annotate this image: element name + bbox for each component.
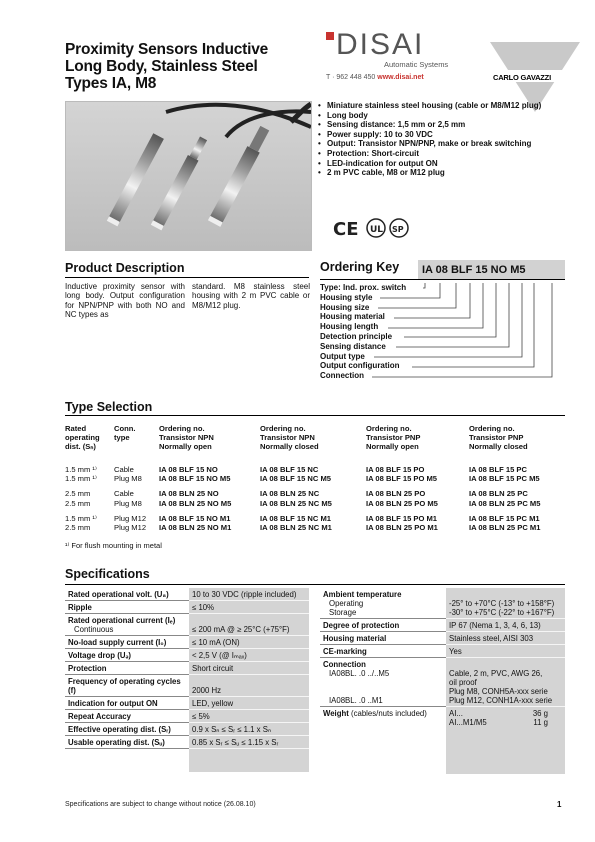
table-cell: 1.5 mm ¹⁾ [65, 474, 97, 484]
spec-value: IP 67 (Nema 1, 3, 4, 6, 13) [446, 619, 565, 632]
feature-item: • 2 m PVC cable, M8 or M12 plug [318, 168, 580, 178]
table-row [320, 658, 565, 707]
spec-label: Rated operational volt. (U₈) [65, 588, 189, 601]
table-cell: IA 08 BLF 15 NC M5 [260, 474, 332, 484]
table-row [320, 645, 565, 658]
table-cell: IA 08 BLN 25 NC M5 [260, 498, 332, 508]
spec-value: ≤ 10% [189, 601, 309, 614]
table-cell: IA 08 BLF 15 NO M1 [159, 513, 231, 523]
column-header: Ordering no. Transistor NPN Normally open [159, 424, 214, 452]
disai-logo: DISAI [336, 28, 425, 61]
table-row [65, 710, 309, 723]
table-cell: IA 08 BLN 25 PO [366, 489, 426, 499]
spec-label: Connection IA08BL. .0 ../..M5 IA08BL. .0 ..M1 [320, 658, 446, 707]
table-cell: IA 08 BLN 25 NC M1 [260, 523, 332, 533]
table-cell: IA 08 BLN 25 PC M1 [469, 523, 541, 533]
column-header: Ordering no. Transistor NPN Normally closed [260, 424, 319, 452]
spec-label: Usable operating dist. (Sᵤ) [65, 736, 189, 749]
spec-label: Voltage drop (Uₔ) [65, 649, 189, 662]
website-link[interactable]: www.disai.net [377, 74, 424, 81]
feature-item: • Protection: Short-circuit [318, 149, 580, 159]
table-cell: IA 08 BLN 25 NC [260, 489, 320, 499]
spec-value: -25° to +70°C (-13° to +158°F) -30° to +75°C (-22° to +167°F) [446, 588, 565, 619]
spec-value: < 2,5 V (@ Iₘₐₓ) [189, 649, 309, 662]
ordering-key-heading: Ordering Key [320, 260, 400, 274]
feature-item: • Sensing distance: 1,5 mm or 2,5 mm [318, 120, 580, 130]
svg-text:SP: SP [392, 225, 404, 234]
table-row [65, 697, 309, 710]
spec-label: CE-marking [320, 645, 446, 658]
disai-subtitle: Automatic Systems [384, 60, 449, 69]
spec-label: Indication for output ON [65, 697, 189, 710]
table-cell: IA 08 BLF 15 NO M5 [159, 474, 231, 484]
ordering-key-item: Housing size [320, 302, 370, 312]
brand-name: CARLO GAVAZZI [493, 73, 551, 82]
table-cell: IA 08 BLF 15 NC M1 [260, 513, 332, 523]
table-cell: IA 08 BLF 15 PC M1 [469, 513, 540, 523]
spec-value: LED, yellow [189, 697, 309, 710]
divider [320, 279, 565, 280]
table-cell: Cable [114, 489, 134, 499]
table-header-row [65, 424, 569, 460]
footer-note: Specifications are subject to change without notice (26.08.10) [65, 801, 256, 808]
specifications-heading: Specifications [65, 567, 150, 581]
type-selection-footnote: ¹⁾ For flush mounting in metal [65, 541, 162, 550]
spec-label: Rated operational current (Iₑ) Continuous [65, 614, 189, 636]
disai-logo-mark [326, 32, 334, 40]
spec-label: Effective operating dist. (Sᵣ) [65, 723, 189, 736]
table-row [65, 523, 569, 532]
feature-list [318, 101, 580, 178]
spec-value: Short circuit [189, 662, 309, 675]
divider [65, 584, 565, 585]
title-line: Proximity Sensors Inductive [65, 41, 269, 58]
table-cell: IA 08 BLF 15 PO [366, 465, 425, 474]
table-row [320, 619, 565, 632]
table-cell: 1.5 mm ¹⁾ [65, 513, 97, 523]
product-description-col2: standard. M8 stainless steel housing with 2 m PVC cable or M8/M12 plug. [192, 282, 310, 310]
ordering-key-item: Housing length [320, 322, 379, 332]
feature-item: • Power supply: 10 to 30 VDC [318, 130, 580, 140]
certification-marks-icon [333, 217, 413, 239]
table-cell: 1.5 mm ¹⁾ [65, 465, 97, 474]
page-title [65, 41, 305, 92]
svg-text:CE: CE [333, 219, 359, 239]
table-cell: IA 08 BLN 25 PC M5 [469, 498, 541, 508]
feature-item: • Miniature stainless steel housing (cable or M8/M12 plug) [318, 101, 580, 111]
table-row [65, 636, 309, 649]
table-cell: 2.5 mm [65, 523, 91, 533]
table-row [65, 736, 309, 749]
table-cell: IA 08 BLN 25 NO M1 [159, 523, 232, 533]
table-cell: IA 08 BLN 25 NO [159, 489, 219, 499]
title-line: Types IA, M8 [65, 75, 157, 92]
table-cell: Plug M8 [114, 474, 142, 484]
table-row [65, 675, 309, 697]
type-selection-table [65, 424, 569, 532]
table-row [65, 649, 309, 662]
spec-value: AI... 36 g AI...M1/M5 11 g [446, 707, 565, 775]
table-cell: Plug M8 [114, 498, 142, 508]
table-row [65, 588, 309, 601]
ordering-key-item: Output configuration [320, 361, 400, 371]
specifications-left-table [65, 588, 309, 772]
spec-value: Yes [446, 645, 565, 658]
spec-label: Degree of protection [320, 619, 446, 632]
spec-label: Ambient temperature Operating Storage [320, 588, 446, 619]
table-row [65, 489, 569, 498]
table-row [65, 662, 309, 675]
phone-number: T · 962 448 450 [326, 74, 376, 81]
ordering-key-item: Detection principle [320, 331, 393, 341]
spec-label: Protection [65, 662, 189, 675]
spec-label: Housing material [320, 632, 446, 645]
ordering-key-item: Output type [320, 351, 365, 361]
spec-label: Ripple [65, 601, 189, 614]
spec-label: Weight (cables/nuts included) [323, 708, 427, 718]
spec-value: ≤ 200 mA @ ≥ 25°C (+75°F) [189, 614, 309, 636]
table-row [65, 465, 569, 474]
page-number: 1 [557, 800, 562, 809]
spec-value: Cable, 2 m, PVC, AWG 26, oil proof Plug M8, CONH5A-xxx serie Plug M12, CONH1A-xxx serie [446, 658, 565, 707]
product-photo [65, 101, 312, 251]
ordering-key-code: IA 08 BLF 15 NO M5 [418, 260, 565, 280]
table-row [65, 614, 309, 636]
divider [65, 277, 309, 278]
ordering-key-item: Housing material [320, 312, 385, 322]
title-line: Long Body, Stainless Steel [65, 58, 258, 75]
feature-item: • Output: Transistor NPN/PNP, make or break switching [318, 139, 580, 149]
table-cell: IA 08 BLF 15 PO M5 [366, 474, 438, 484]
spec-label: Repeat Accuracy [65, 710, 189, 723]
table-cell: IA 08 BLN 25 PO M1 [366, 523, 438, 533]
table-row [65, 514, 569, 523]
table-row [320, 588, 565, 619]
table-cell: 2.5 mm [65, 489, 91, 499]
column-header: Rated operating dist. (Sₙ) [65, 424, 100, 452]
table-cell: IA 08 BLF 15 NO [159, 465, 218, 474]
table-row [65, 474, 569, 483]
specifications-right-table [320, 588, 565, 774]
svg-text:UL: UL [370, 225, 384, 235]
spec-value: 2000 Hz [189, 675, 309, 697]
column-header: Ordering no. Transistor PNP Normally open [366, 424, 421, 452]
spec-value: 0.85 x Sᵣ ≤ Sᵤ ≤ 1.15 x Sᵣ [189, 736, 309, 749]
spec-label: Frequency of operating cycles (f) [65, 675, 189, 697]
spec-value: ≤ 10 mA (ON) [189, 636, 309, 649]
table-row [320, 632, 565, 645]
table-row [65, 723, 309, 736]
spec-value: 0.9 x Sₙ ≤ Sᵣ ≤ 1.1 x Sₙ [189, 723, 309, 736]
spec-value: Stainless steel, AISI 303 [446, 632, 565, 645]
table-cell: Plug M12 [114, 513, 147, 523]
table-cell: Plug M12 [114, 523, 147, 533]
table-row [65, 499, 569, 508]
spec-label: No-load supply current (I₀) [65, 636, 189, 649]
table-row [65, 601, 309, 614]
table-cell: IA 08 BLF 15 PO M1 [366, 513, 438, 523]
table-cell: Cable [114, 465, 134, 474]
table-cell: IA 08 BLF 15 PC [469, 465, 527, 474]
spec-value: ≤ 5% [189, 710, 309, 723]
table-cell: IA 08 BLF 15 PC M5 [469, 474, 540, 484]
column-header: Ordering no. Transistor PNP Normally closed [469, 424, 528, 452]
table-cell: 2.5 mm [65, 498, 91, 508]
table-cell: IA 08 BLN 25 NO M5 [159, 498, 232, 508]
spec-value: 10 to 30 VDC (ripple included) [189, 588, 309, 601]
product-description-col1: Inductive proximity sensor with long body. Output configuration for NPN/PNP with both NO and NC types as [65, 282, 185, 320]
ordering-key-item: Connection [320, 371, 364, 381]
table-cell: IA 08 BLN 25 PO M5 [366, 498, 438, 508]
ordering-key-item: Housing style [320, 292, 373, 302]
feature-item: • Long body [318, 111, 580, 121]
column-header: Conn. type [114, 424, 136, 443]
table-cell: IA 08 BLN 25 PC [469, 489, 528, 499]
ordering-key-item: Sensing distance [320, 341, 386, 351]
ordering-key-item: Type: Ind. prox. switch [320, 283, 407, 292]
table-row [320, 707, 565, 775]
table-cell: IA 08 BLF 15 NC [260, 465, 319, 474]
feature-item: • LED-indication for output ON [318, 159, 580, 169]
ordering-key-leader-lines [320, 283, 570, 383]
contact-line [326, 74, 424, 81]
type-selection-heading: Type Selection [65, 400, 153, 414]
product-description-heading: Product Description [65, 261, 185, 275]
divider [65, 415, 565, 416]
